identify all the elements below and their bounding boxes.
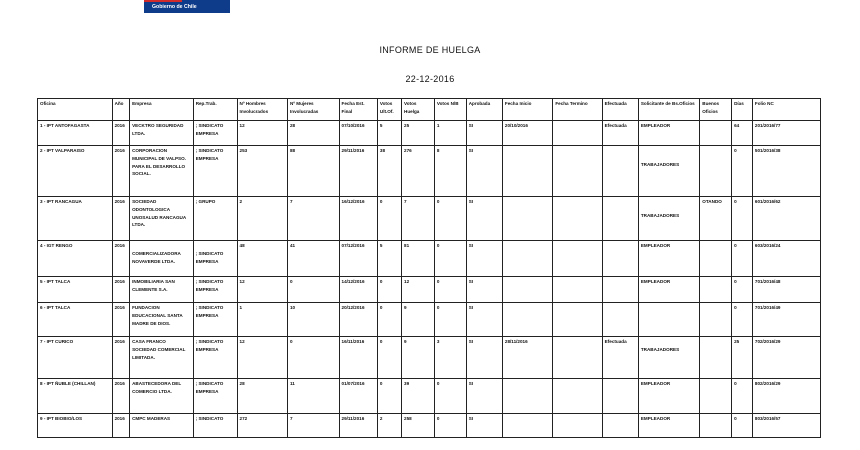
cell-dias: 25 [732, 337, 753, 379]
cell-votos-ult: 5 [377, 241, 401, 277]
col-header: Efectuada [602, 99, 638, 121]
cell-solicitante [638, 146, 699, 197]
cell-oficina: 6 - IPT TALCA [38, 303, 113, 337]
cell-solicitante [638, 197, 699, 241]
table-row [38, 146, 821, 197]
cell-fecha-inicio: 28/11/2016 [502, 337, 552, 379]
cell-fecha-inicio: 20/10/2016 [502, 121, 552, 146]
cell-rep: ; SINDICATO [193, 414, 237, 438]
cell-empresa: SOCIEDAD ODONTOLOGICA UNOSALUD RANCAGUA LTDA. [130, 197, 194, 241]
cell-fecha-termino [553, 414, 602, 438]
cell-anio: 2016 [112, 277, 130, 303]
cell-votos-huelga: 39 [402, 379, 435, 414]
col-header: Aprobada [466, 99, 502, 121]
cell-votos-huelga: 7 [402, 197, 435, 241]
strike-report-table [37, 98, 821, 438]
cell-rep: ; SINDICATO EMPRESA [193, 121, 237, 146]
cell-folio: 702/2016/29 [752, 337, 820, 379]
cell-votos-huelga: 9 [402, 303, 435, 337]
cell-oficina: 4 - IGT RENGO [38, 241, 113, 277]
cell-votos-nb: 3 [434, 337, 466, 379]
cell-oficina: 3 - IPT RANCAGUA [38, 197, 113, 241]
cell-votos-nb: 1 [434, 121, 466, 146]
cell-dias: 0 [732, 241, 753, 277]
cell-empresa [130, 241, 194, 277]
cell-fecha-termino [553, 337, 602, 379]
cell-dias: 0 [732, 379, 753, 414]
col-header: Buenos Oficios [700, 99, 732, 121]
cell-buenos-oficios [700, 241, 732, 277]
cell-fecha-final: 07/10/2016 [339, 121, 377, 146]
cell-folio: 803/2016/57 [752, 414, 820, 438]
cell-fecha-final: 01/07/2016 [339, 379, 377, 414]
cell-oficina: 9 - IPT BIOBIO/LOS [38, 414, 113, 438]
cell-mujeres: 0 [287, 337, 339, 379]
cell-fecha-inicio [502, 414, 552, 438]
cell-votos-ult: 0 [377, 379, 401, 414]
cell-efectuada [602, 414, 638, 438]
cell-anio: 2016 [112, 241, 130, 277]
col-header: Votos Huelga [402, 99, 435, 121]
cell-buenos-oficios [700, 146, 732, 197]
cell-votos-ult: 2 [377, 414, 401, 438]
cell-solicitante [638, 303, 699, 337]
cell-fecha-termino [553, 121, 602, 146]
cell-mujeres: 7 [287, 414, 339, 438]
cell-votos-ult: 0 [377, 197, 401, 241]
cell-solicitante: EMPLEADOR [638, 121, 699, 146]
cell-buenos-oficios [700, 121, 732, 146]
cell-hombres: 253 [237, 146, 287, 197]
cell-aprobada: SI [466, 414, 502, 438]
cell-folio: 701/2016/49 [752, 303, 820, 337]
col-header: Fecha Termino [553, 99, 602, 121]
cell-dias: 0 [732, 146, 753, 197]
cell-buenos-oficios [700, 337, 732, 379]
cell-aprobada: SI [466, 121, 502, 146]
cell-folio: 601/2016/62 [752, 197, 820, 241]
cell-aprobada: SI [466, 197, 502, 241]
cell-votos-huelga: 9 [402, 337, 435, 379]
cell-aprobada: SI [466, 241, 502, 277]
cell-folio: 603/2016/24 [752, 241, 820, 277]
cell-votos-ult: 0 [377, 277, 401, 303]
cell-fecha-inicio [502, 379, 552, 414]
col-header: Rep.Trab. [193, 99, 237, 121]
col-header: Votos N/B [434, 99, 466, 121]
cell-empresa: FUNDACION EDUCACIONAL SANTA MADRE DE DIOS. [130, 303, 194, 337]
cell-dias: 0 [732, 303, 753, 337]
col-header: Año [112, 99, 130, 121]
cell-oficina: 8 - IPT ÑUBLE (CHILLAN) [38, 379, 113, 414]
cell-efectuada [602, 277, 638, 303]
cell-empresa: VECKTRO SEGURIDAD LTDA. [130, 121, 194, 146]
rep-text: ; SINDICATO EMPRESA [195, 251, 224, 264]
cell-votos-huelga: 276 [402, 146, 435, 197]
cell-buenos-oficios [700, 303, 732, 337]
cell-hombres: 48 [237, 241, 287, 277]
table-row [38, 303, 821, 337]
cell-empresa: CASA FRANCO SOCIEDAD COMERCIAL LIMITADA. [130, 337, 194, 379]
cell-rep: ; SINDICATO EMPRESA [193, 303, 237, 337]
cell-buenos-oficios [700, 277, 732, 303]
cell-votos-ult: 5 [377, 121, 401, 146]
solicitante-text: TRABAJADORES [640, 347, 680, 352]
cell-fecha-final: 07/12/2016 [339, 241, 377, 277]
cell-rep: ; SINDICATO EMPRESA [193, 146, 237, 197]
logo-text: Gobierno de Chile [152, 4, 197, 10]
cell-folio: 501/2016/38 [752, 146, 820, 197]
cell-anio: 2016 [112, 121, 130, 146]
cell-fecha-termino [553, 277, 602, 303]
cell-fecha-termino [553, 303, 602, 337]
table-row [38, 337, 821, 379]
cell-efectuada [602, 303, 638, 337]
cell-anio: 2016 [112, 414, 130, 438]
cell-votos-huelga: 81 [402, 241, 435, 277]
cell-fecha-final: 14/12/2016 [339, 277, 377, 303]
cell-mujeres: 10 [287, 303, 339, 337]
cell-fecha-final: 29/11/2016 [339, 146, 377, 197]
cell-dias: 0 [732, 197, 753, 241]
cell-hombres: 272 [237, 414, 287, 438]
cell-efectuada [602, 379, 638, 414]
cell-mujeres: 11 [287, 379, 339, 414]
col-header: Fecha Est. Final [339, 99, 377, 121]
cell-hombres: 12 [237, 337, 287, 379]
cell-fecha-inicio [502, 146, 552, 197]
table-row [38, 197, 821, 241]
cell-anio: 2016 [112, 337, 130, 379]
cell-hombres: 2 [237, 197, 287, 241]
cell-aprobada: SI [466, 303, 502, 337]
cell-buenos-oficios [700, 379, 732, 414]
cell-fecha-final: 16/12/2016 [339, 197, 377, 241]
table-row [38, 414, 821, 438]
col-header: Folio NC [752, 99, 820, 121]
cell-fecha-inicio [502, 277, 552, 303]
cell-rep [193, 241, 237, 277]
cell-fecha-termino [553, 146, 602, 197]
cell-solicitante: EMPLEADOR [638, 277, 699, 303]
cell-fecha-inicio [502, 303, 552, 337]
cell-buenos-oficios: OTANDO [700, 197, 732, 241]
cell-votos-huelga: 258 [402, 414, 435, 438]
cell-empresa: INMOBILIARIA SAN CLEMENTE S.A. [130, 277, 194, 303]
cell-fecha-inicio [502, 197, 552, 241]
cell-rep: ; SINDICATO EMPRESA [193, 337, 237, 379]
cell-rep: ; SINDICATO EMPRESA [193, 277, 237, 303]
cell-dias: 0 [732, 414, 753, 438]
cell-mujeres: 88 [287, 146, 339, 197]
cell-empresa: CORPORACION MUNICIPAL DE VALPSO. PARA EL DESARROLLO SOCIAL. [130, 146, 194, 197]
cell-mujeres: 41 [287, 241, 339, 277]
cell-aprobada: SI [466, 379, 502, 414]
cell-dias: 64 [732, 121, 753, 146]
cell-fecha-final: 16/11/2016 [339, 337, 377, 379]
cell-votos-huelga: 25 [402, 121, 435, 146]
col-header: Oficina [38, 99, 113, 121]
cell-empresa: ABASTECEDORA DEL COMERCIO LTDA. [130, 379, 194, 414]
col-header: Empresa [130, 99, 194, 121]
cell-mujeres: 0 [287, 277, 339, 303]
cell-dias: 0 [732, 277, 753, 303]
report-date: 22-12-2016 [405, 74, 455, 84]
col-header: Días [732, 99, 753, 121]
cell-aprobada: SI [466, 277, 502, 303]
cell-hombres: 1 [237, 303, 287, 337]
cell-efectuada: Efectuada [602, 121, 638, 146]
cell-fecha-inicio [502, 241, 552, 277]
cell-buenos-oficios [700, 414, 732, 438]
cell-anio: 2016 [112, 303, 130, 337]
cell-fecha-final: 20/12/2016 [339, 303, 377, 337]
col-header: Votos Ult.Of. [377, 99, 401, 121]
cell-hombres: 28 [237, 379, 287, 414]
cell-folio: 201/2016/77 [752, 121, 820, 146]
cell-votos-huelga: 12 [402, 277, 435, 303]
cell-folio: 802/2016/29 [752, 379, 820, 414]
table-row [38, 241, 821, 277]
empresa-text: COMERCIALIZADORA NOVAVERDE LTDA. [132, 251, 181, 264]
cell-votos-ult: 0 [377, 303, 401, 337]
cell-aprobada: SI [466, 337, 502, 379]
col-header: Nº Mujeres Involucradas [287, 99, 339, 121]
report-title: INFORME DE HUELGA [379, 45, 481, 55]
cell-votos-nb: 0 [434, 303, 466, 337]
solicitante-text: TRABAJADORES [640, 213, 680, 218]
table-row [38, 121, 821, 146]
table-row [38, 379, 821, 414]
cell-votos-ult: 38 [377, 146, 401, 197]
cell-solicitante: EMPLEADOR [638, 414, 699, 438]
cell-rep: ; GRUPO [193, 197, 237, 241]
cell-oficina: 5 - IPT TALCA [38, 277, 113, 303]
cell-fecha-final: 29/11/2016 [339, 414, 377, 438]
cell-mujeres: 7 [287, 197, 339, 241]
logo-blue-stripe [182, 0, 230, 2]
cell-solicitante: EMPLEADOR [638, 241, 699, 277]
cell-votos-nb: 8 [434, 146, 466, 197]
cell-fecha-termino [553, 197, 602, 241]
cell-hombres: 12 [237, 121, 287, 146]
cell-solicitante [638, 337, 699, 379]
cell-fecha-termino [553, 379, 602, 414]
cell-folio: 701/2016/48 [752, 277, 820, 303]
cell-oficina: 7 - IPT CURICO [38, 337, 113, 379]
col-header: Fecha Inicio [502, 99, 552, 121]
cell-votos-nb: 0 [434, 241, 466, 277]
cell-votos-nb: 0 [434, 197, 466, 241]
cell-votos-nb: 0 [434, 414, 466, 438]
cell-aprobada: SI [466, 146, 502, 197]
col-header: Solicitante de Bs.Oficios [638, 99, 699, 121]
cell-oficina: 2 - IPT VALPARAISO [38, 146, 113, 197]
cell-rep: ; SINDICATO EMPRESA [193, 379, 237, 414]
cell-empresa: CMPC MADERAS [130, 414, 194, 438]
cell-votos-nb: 0 [434, 379, 466, 414]
cell-votos-nb: 0 [434, 277, 466, 303]
table-header-row [38, 99, 821, 121]
cell-fecha-termino [553, 241, 602, 277]
logo-red-stripe [144, 0, 182, 2]
cell-oficina: 1 - IPT ANTOFAGASTA [38, 121, 113, 146]
cell-anio: 2016 [112, 197, 130, 241]
cell-solicitante: EMPLEADOR [638, 379, 699, 414]
col-header: Nº Hombres Involucrados [237, 99, 287, 121]
cell-anio: 2016 [112, 379, 130, 414]
cell-mujeres: 28 [287, 121, 339, 146]
table-row [38, 277, 821, 303]
solicitante-text: TRABAJADORES [640, 162, 680, 167]
cell-anio: 2016 [112, 146, 130, 197]
cell-votos-ult: 0 [377, 337, 401, 379]
cell-efectuada [602, 241, 638, 277]
cell-hombres: 12 [237, 277, 287, 303]
cell-efectuada [602, 197, 638, 241]
cell-efectuada: Efectuada [602, 337, 638, 379]
cell-efectuada [602, 146, 638, 197]
